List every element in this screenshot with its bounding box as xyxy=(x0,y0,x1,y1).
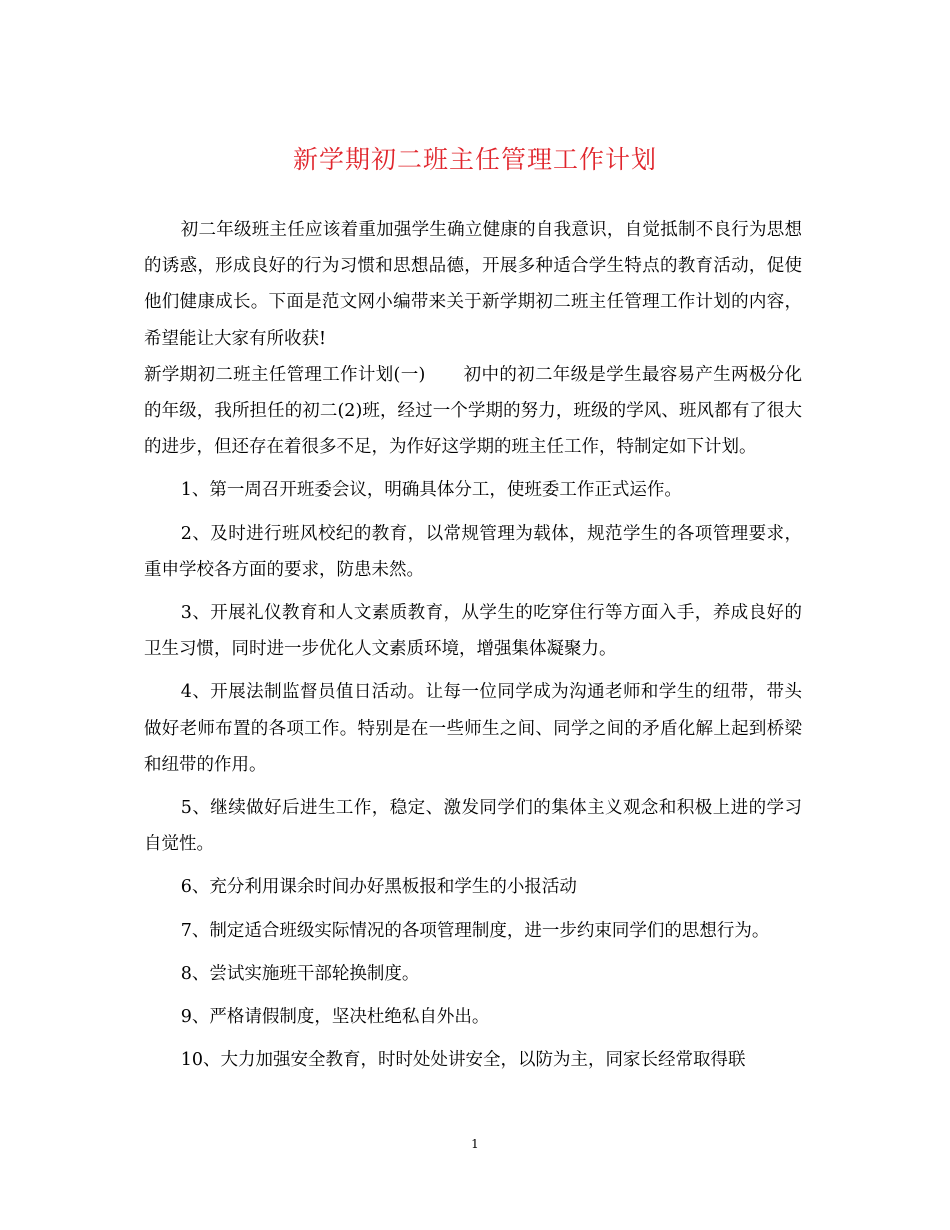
list-item: 4、开展法制监督员值日活动。让每一位同学成为沟通老师和学生的纽带，带头做好老师布置的各项工作。特别是在一些师生之间、同学之间的矛盾化解上起到桥梁和纽带的作用。 xyxy=(144,682,802,775)
list-item: 6、充分利用课余时间办好黑板报和学生的小报活动 xyxy=(180,877,577,898)
list-item: 2、及时进行班风校纪的教育，以常规管理为载体，规范学生的各项管理要求，重申学校各方面的要求，防患未然。 xyxy=(144,523,802,580)
list-item: 10、大力加强安全教育，时时处处讲安全，以防为主，同家长经常取得联 xyxy=(180,1050,746,1071)
list-item: 9、严格请假制度，坚决杜绝私自外出。 xyxy=(180,1007,490,1028)
section-paragraph xyxy=(144,357,802,466)
section-heading: 新学期初二班主任管理工作计划(一) xyxy=(144,364,426,385)
list-item: 1、第一周召开班委会议，明确具体分工，使班委工作正式运作。 xyxy=(180,480,682,501)
section-body: 初中的初二年级是学生最容易产生两极分化的年级，我所担任的初二(2)班，经过一个学期的努力，班级的学风、班风都有了很大的进步，但还存在着很多不足，为作好这学期的班主任工作，特制定如下计划。 xyxy=(144,364,803,458)
list-item: 8、尝试实施班干部轮换制度。 xyxy=(180,963,420,984)
list-item: 5、继续做好后进生工作，稳定、激发同学们的集体主义观念和积极上进的学习自觉性。 xyxy=(144,798,802,855)
document-body xyxy=(144,212,802,1085)
list-item: 3、开展礼仪教育和人文素质教育，从学生的吃穿住行等方面入手，养成良好的卫生习惯，同时进一步优化人文素质环境，增强集体凝聚力。 xyxy=(144,603,802,660)
page-number: 1 xyxy=(471,1137,479,1151)
list-item: 7、制定适合班级实际情况的各项管理制度，进一步约束同学们的思想行为。 xyxy=(180,920,770,941)
document-title: 新学期初二班主任管理工作计划 xyxy=(292,145,657,174)
intro-paragraph: 初二年级班主任应该着重加强学生确立健康的自我意识，自觉抵制不良行为思想的诱惑，形成良好的行为习惯和思想品德，开展多种适合学生特点的教育活动，促使他们健康成长。下面是范文网小编带来关于新学期初二班主任管理工作计划的内容，希望能让大家有所收获! xyxy=(144,220,802,349)
